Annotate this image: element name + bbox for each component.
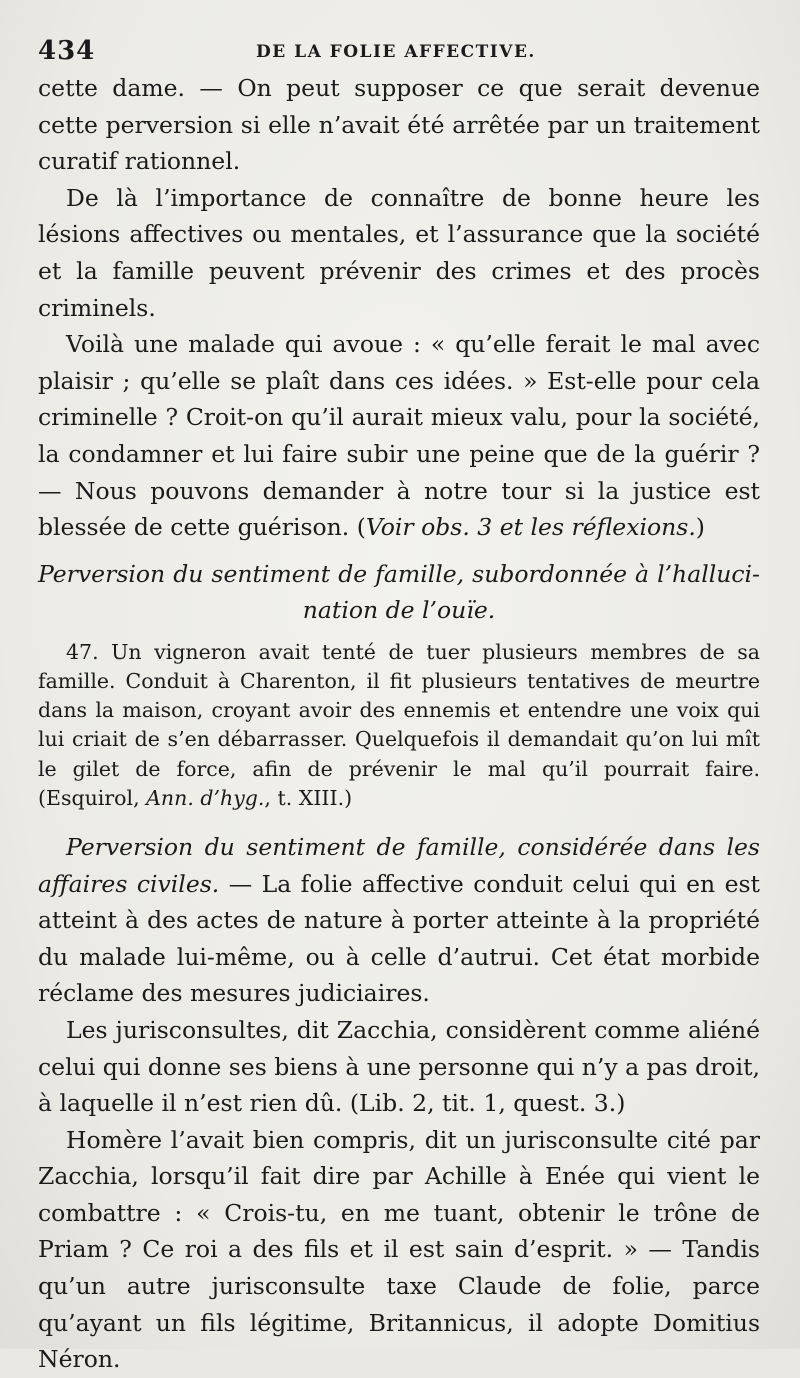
civil-affairs-section — [38, 829, 760, 1378]
page-number: 434 — [38, 36, 96, 66]
observation-source: Ann. d’hyg. — [146, 785, 265, 810]
observation-body: 47. Un vigneron avait tenté de tuer plusieurs membres de sa famille. Conduit à Charenton, il fit plusieurs tentatives de meurtre dans la maison, croyant avoir des ennemis et entendre une voix qui lui criait de s’en débarrasser. Quelquefois il demandait qu’on lui mît le gilet de force, afin de prévenir le mal qu’il pourrait faire. (Esquirol, — [38, 639, 760, 810]
paragraph-importance: De là l’importance de connaître de bonne heure les lésions affectives ou mentales, et l’assurance que la société et la famille peuvent prévenir des crimes et des procès criminels. — [38, 183, 760, 322]
paragraph-malade-text: Voilà une malade qui avoue : « qu’elle ferait le mal avec plaisir ; qu’elle se plaît dans ces idées. » Est-elle pour cela criminelle ? Croit-on qu’il aurait mieux valu, pour la société, la condamner et lui faire subir une peine que de la guérir ? — Nous pouvons demander à notre tour si la justice est blessée de cette guérison. ( — [38, 330, 760, 542]
observation-text — [38, 638, 760, 813]
paragraph-malade-end: ) — [695, 513, 705, 542]
paragraph-homere: Homère l’avait bien compris, dit un jurisconsulte cité par Zacchia, lorsqu’il fait dire par Achille à Enée qui vient le combattre : « Crois-tu, en me tuant, obtenir le trône de Priam ? Ce roi a des fils et il est sain d’esprit. » — Tandis qu’un autre jurisconsulte taxe Claude de folie, parce qu’ayant un fils légitime, Britannicus, il adopte Domitius Néron. — [38, 1125, 760, 1374]
section-heading-civil: Perversion du sentiment de famille, considérée dans les affaires civiles. — [38, 832, 760, 898]
paragraph-civil — [38, 829, 760, 1012]
body-text — [38, 70, 760, 546]
observation-volume: , t. XIII.) — [264, 785, 353, 810]
running-title: DE LA FOLIE AFFECTIVE. — [256, 42, 536, 62]
observation-47 — [38, 638, 760, 813]
section-heading-hallucination — [38, 556, 760, 628]
running-head — [38, 36, 760, 70]
section-heading-line-1: Perversion du sentiment de famille, subordonnée à l’halluci- — [38, 559, 760, 588]
paragraph-zacchia: Les jurisconsultes, dit Zacchia, considèrent comme aliéné celui qui donne ses biens à une personne qui n’y a pas droit, à laquelle il n’est rien dû. (Lib. 2, tit. 1, quest. 3.) — [38, 1015, 760, 1118]
cross-reference: Voir obs. 3 et les réflexions. — [365, 513, 696, 542]
paragraph-continued: cette dame. — On peut supposer ce que serait devenue cette perversion si elle n’avait été arrêtée par un traitement curatif rationnel. — [38, 74, 760, 176]
section-heading-line-2: nation de l’ouïe. — [302, 595, 496, 624]
paragraph-civil-text: — La folie affective conduit celui qui en est atteint à des actes de nature à porter atteinte à la propriété du malade lui-même, ou à celle d’autrui. Cet état morbide réclame des mesures judiciaires. — [38, 869, 760, 1008]
paragraph-malade — [38, 326, 760, 546]
